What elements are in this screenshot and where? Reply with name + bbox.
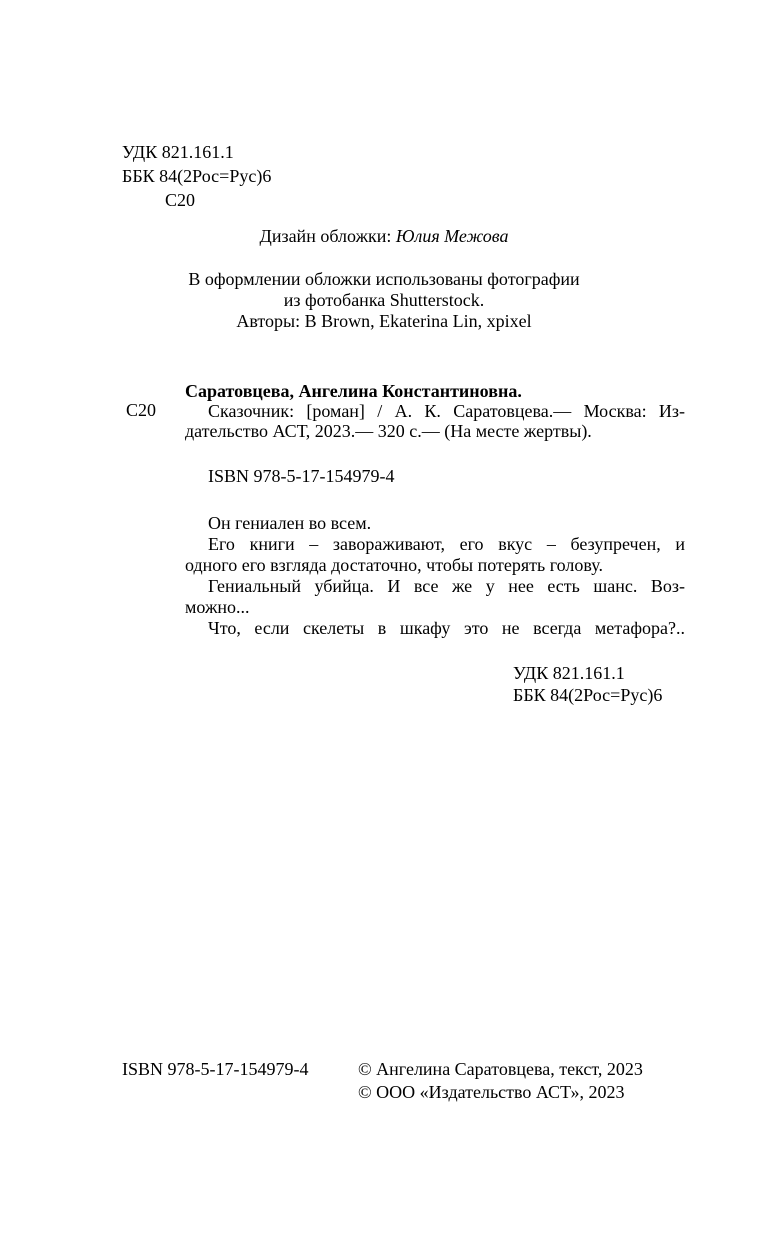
cover-designer-name: Юлия Межова — [395, 226, 509, 246]
photo-credits-line: Авторы: B Brown, Ekaterina Lin, xpixel — [236, 311, 532, 331]
annotation-line: Его книги – завораживают, его вкус – безупречен, и — [208, 534, 685, 554]
catalog-line: дательство АСТ, 2023.— 320 с.— (На месте жертвы). — [185, 421, 592, 441]
copyright-line: © Ангелина Саратовцева, текст, 2023 — [358, 1059, 643, 1079]
annotation-line: одного его взгляда достаточно, чтобы потерять голову. — [185, 555, 603, 575]
bbk-code: ББК 84(2Рос=Рус)6 — [513, 685, 663, 705]
bbk-code: ББК 84(2Рос=Рус)6 — [122, 166, 272, 186]
photo-credits-line: из фотобанка Shutterstock. — [283, 290, 485, 310]
catalog-isbn: ISBN 978-5-17-154979-4 — [208, 466, 395, 486]
annotation-line: Что, если скелеты в шкафу это не всегда метафора?.. — [208, 618, 685, 638]
catalog-author: Саратовцева, Ангелина Константиновна. — [185, 381, 522, 401]
footer-isbn: ISBN 978-5-17-154979-4 — [122, 1059, 309, 1079]
photo-credits-block — [6, 269, 762, 332]
catalog-line: Сказочник: [роман] / А. К. Саратовцева.— Москва: Из- — [208, 401, 685, 421]
cover-design-label: Дизайн обложки: — [259, 226, 396, 246]
photo-credits-line: В оформлении обложки использованы фотографии — [188, 269, 580, 289]
copyright-line: © ООО «Издательство АСТ», 2023 — [358, 1082, 625, 1102]
annotation-line: Гениальный убийца. И все же у нее есть шанс. Воз- — [208, 576, 685, 596]
top-classification-block — [122, 140, 271, 212]
catalog-card — [185, 381, 685, 441]
annotation-line: можно... — [185, 597, 250, 617]
mid-classification-block — [513, 662, 662, 706]
udk-code: УДК 821.161.1 — [513, 663, 625, 683]
catalog-index-code: С20 — [126, 400, 157, 420]
annotation-block — [185, 513, 685, 639]
author-sign-code: С20 — [165, 190, 196, 210]
cover-design-credit — [6, 226, 762, 247]
copyright-block — [358, 1058, 643, 1104]
udk-code: УДК 821.161.1 — [122, 142, 234, 162]
annotation-line: Он гениален во всем. — [208, 513, 372, 533]
